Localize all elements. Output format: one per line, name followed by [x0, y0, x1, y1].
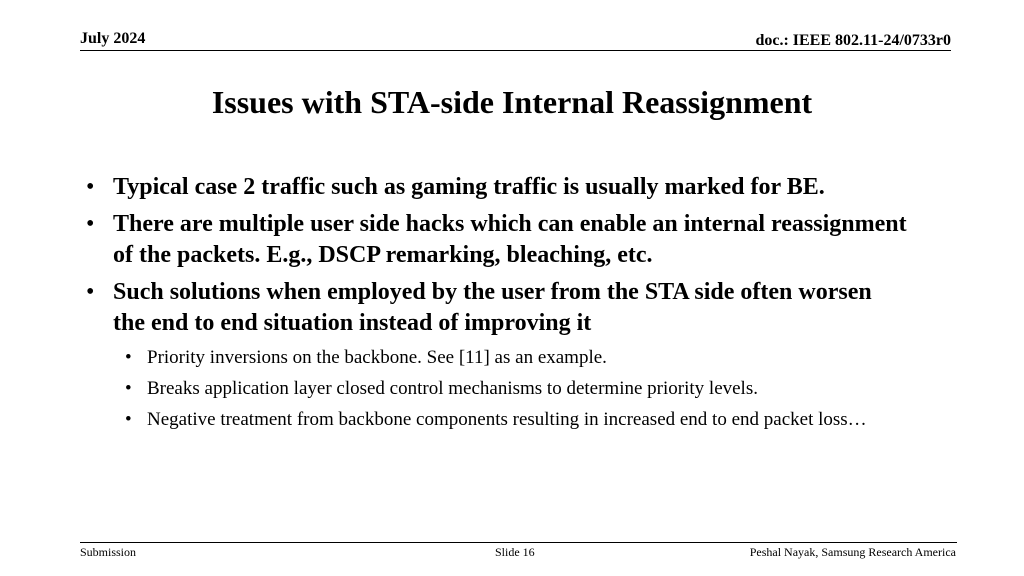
footer-submission: Submission: [80, 545, 137, 559]
sub-bullet-dot: •: [125, 409, 132, 430]
sub-bullet-item: [80, 345, 980, 370]
bullet-dot: •: [86, 279, 95, 305]
bullet-item: [80, 209, 980, 271]
bullet-text-line: the end to end situation instead of improving it: [113, 310, 592, 336]
sub-bullet-text: Negative treatment from backbone components resulting in increased end to end packet loss…: [147, 409, 867, 430]
bullet-text-line: Typical case 2 traffic such as gaming traffic is usually marked for BE.: [113, 174, 825, 200]
header-date: July 2024: [80, 30, 146, 47]
header-divider: [80, 50, 951, 51]
bullet-text-line: Such solutions when employed by the user from the STA side often worsen: [113, 279, 872, 305]
bullet-item: [80, 172, 980, 203]
sub-bullet-item: [80, 376, 980, 401]
bullet-item: [80, 277, 980, 339]
sub-bullet-text: Priority inversions on the backbone. See [11] as an example.: [147, 347, 607, 368]
header-doc-id: doc.: IEEE 802.11-24/0733r0: [755, 32, 951, 49]
bullet-dot: •: [86, 211, 95, 237]
slide-content: [80, 172, 980, 438]
sub-bullet-dot: •: [125, 378, 132, 399]
footer-slide-number: Slide 16: [495, 545, 535, 559]
sub-bullet-text: Breaks application layer closed control mechanisms to determine priority levels.: [147, 378, 758, 399]
footer-author: Peshal Nayak, Samsung Research America: [749, 545, 956, 559]
bullet-dot: •: [86, 174, 95, 200]
sub-bullet-item: [80, 407, 980, 432]
sub-bullet-list: [80, 345, 980, 432]
footer-divider: [80, 542, 957, 543]
slide-title: Issues with STA-side Internal Reassignment: [211, 84, 813, 120]
bullet-text-line: of the packets. E.g., DSCP remarking, bleaching, etc.: [113, 242, 653, 268]
sub-bullet-dot: •: [125, 347, 132, 368]
bullet-text-line: There are multiple user side hacks which can enable an internal reassignment: [113, 211, 907, 237]
